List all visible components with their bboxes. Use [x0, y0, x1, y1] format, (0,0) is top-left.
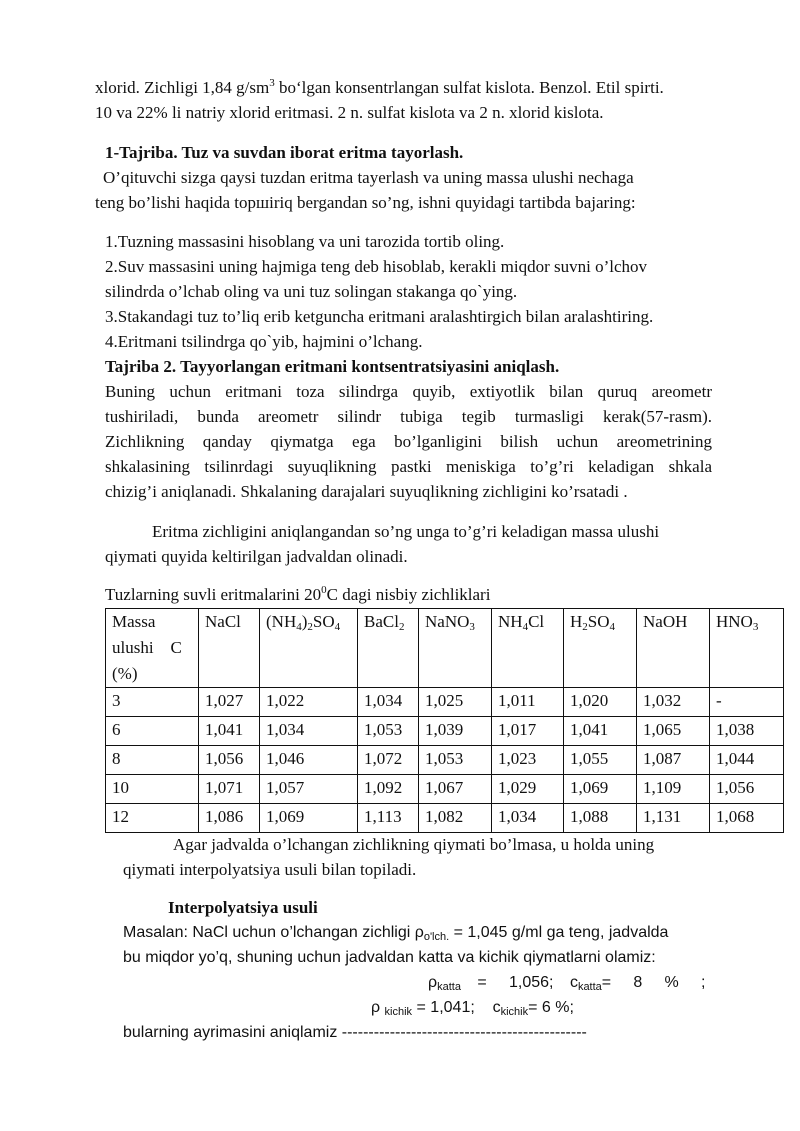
density-table: [105, 608, 784, 833]
table-caption: Tuzlarning suvli eritmalarini $20^0C$ dagi nisbiy zichliklari: [105, 584, 491, 604]
table-cell: -: [710, 688, 784, 717]
table-cell: 12: [106, 804, 199, 833]
table-cell: 1,041: [564, 717, 637, 746]
exp2-para-line-5: chizig’i aniqlanadi. Shkalaning darajalari suyuqlikning zichligini ko’rsatadi .: [105, 482, 628, 501]
exp1-para-line-2: teng bo’lishi haqida topшiriq bergandan so’ng, ishni quyidagi tartibda bajaring:: [95, 193, 636, 212]
header-massa-ulushi: Massa ulushi C (%): [106, 609, 199, 688]
interp-katta: $\rho_{katta}$ = 1,056; $c_{katta}=$ 8 % ;: [428, 974, 706, 993]
table-cell: 1,131: [637, 804, 710, 833]
table-cell: 1,113: [358, 804, 419, 833]
header-bacl2: BaCl$_2$: [358, 609, 419, 688]
table-row: [106, 688, 784, 717]
exp1-step-4: 4.Eritmani tsilindrga qo`yib, hajmini o’lchang.: [105, 332, 423, 351]
table-cell: 1,034: [492, 804, 564, 833]
table-cell: 1,069: [260, 804, 358, 833]
table-cell: 1,034: [260, 717, 358, 746]
table-cell: 1,044: [710, 746, 784, 775]
table-cell: 1,020: [564, 688, 637, 717]
table-row: [106, 717, 784, 746]
exp1-step-3: 3.Stakandagi tuz to’liq erib ketguncha eritmani aralashtirgich bilan aralashtiring.: [105, 307, 654, 326]
exp1-para-line-1: O’qituvchi sizga qaysi tuzdan eritma tayerlash va uning massa ulushi nechaga: [103, 168, 634, 187]
interp-kichik: ρ $_{kichik}$ = 1,041; $c_{kichik}= 6$ %;: [371, 999, 574, 1018]
table-cell: 1,027: [199, 688, 260, 717]
table-cell: 1,011: [492, 688, 564, 717]
after-table-line-2: qiymati interpolyatsiya usuli bilan topiladi.: [123, 860, 417, 879]
table-header-row: [106, 609, 784, 688]
table-cell: 1,056: [199, 746, 260, 775]
table-row: [106, 804, 784, 833]
table-cell: 1,017: [492, 717, 564, 746]
exp2-para-line-4: shkalasining tsilinrdagi suyuqlikning pastki meniskiga to’g’ri keladigan shkala: [105, 457, 712, 476]
table-cell: 1,071: [199, 775, 260, 804]
table-cell: 6: [106, 717, 199, 746]
interp-last-line: bularning ayrimasini aniqlamiz ----------------------------------------------: [123, 1024, 587, 1041]
table-cell: 1,046: [260, 746, 358, 775]
exp1-title: 1-Tajriba. Tuz va suvdan iborat eritma tayorlash.: [105, 143, 464, 162]
exp1-step-2-cont: silindrda o’lchab oling va uni tuz solingan stakanga qo`ying.: [105, 282, 518, 301]
table-cell: 1,082: [419, 804, 492, 833]
exp2-para-line-1: Buning uchun eritmani toza silindrga quyib, extiyotlik bilan quruq areometr: [105, 382, 712, 401]
table-cell: 1,088: [564, 804, 637, 833]
table-cell: 1,055: [564, 746, 637, 775]
exp2-para-line-2: tushiriladi, bunda areometr silindr tubiga tegib turmasligi kerak(57-rasm).: [105, 407, 712, 426]
exp2-para2-line-2: qiymati quyida keltirilgan jadvaldan olinadi.: [105, 547, 408, 566]
exp2-para2-line-1: Eritma zichligini aniqlangandan so’ng unga to’g’ri keladigan massa ulushi: [152, 522, 660, 541]
exp1-step-1: 1.Tuzning massasini hisoblang va uni tarozida tortib oling.: [105, 232, 505, 251]
table-cell: 10: [106, 775, 199, 804]
header-naoh: NaOH: [637, 609, 710, 688]
table-cell: 1,032: [637, 688, 710, 717]
table-cell: 1,053: [358, 717, 419, 746]
exp2-para-line-3: Zichlikning qanday qiymatga ega bo’lganligini bilish uchun areometrining: [105, 432, 712, 451]
after-table-line-1: Agar jadvalda o’lchangan zichlikning qiymati bo’lmasa, u holda uning: [173, 835, 655, 854]
table-cell: 1,069: [564, 775, 637, 804]
table-cell: 1,039: [419, 717, 492, 746]
header-h2so4: $H_2SO_4$: [564, 609, 637, 688]
table-cell: 3: [106, 688, 199, 717]
table-cell: 1,041: [199, 717, 260, 746]
table-cell: 1,068: [710, 804, 784, 833]
intro-line-1: xlorid. Zichligi 1,84 $g/sm^3$ bo‘lgan konsentrlangan sulfat kislota. Benzol. Etil spirti.: [95, 77, 664, 97]
intro-line-2: 10 va 22% li natriy xlorid eritmasi. 2 n. sulfat kislota va 2 n. xlorid kislota.: [95, 103, 604, 122]
table-cell: 1,038: [710, 717, 784, 746]
table-cell: 1,087: [637, 746, 710, 775]
table-cell: 1,022: [260, 688, 358, 717]
header-nh4cl: $NH_4Cl$: [492, 609, 564, 688]
table-cell: 1,034: [358, 688, 419, 717]
table-cell: 1,025: [419, 688, 492, 717]
exp2-title: Tajriba 2. Tayyorlangan eritmani kontsentratsiyasini aniqlash.: [105, 357, 560, 376]
table-cell: 1,109: [637, 775, 710, 804]
table-cell: 1,053: [419, 746, 492, 775]
table-cell: 1,065: [637, 717, 710, 746]
interp-title: Interpolyatsiya usuli: [168, 898, 318, 917]
header-nacl: NaCl: [199, 609, 260, 688]
header-hno3: $HNO_3$: [710, 609, 784, 688]
table-cell: 8: [106, 746, 199, 775]
table-cell: 1,023: [492, 746, 564, 775]
table-row: [106, 775, 784, 804]
table-cell: 1,072: [358, 746, 419, 775]
table-cell: 1,029: [492, 775, 564, 804]
exp1-step-2: 2.Suv massasini uning hajmiga teng deb hisoblab, kerakli miqdor suvni o’lchov: [105, 257, 648, 276]
table-row: [106, 746, 784, 775]
table-cell: 1,057: [260, 775, 358, 804]
header-nh4-2so4: $(NH_4)_2SO_4$: [260, 609, 358, 688]
table-cell: 1,092: [358, 775, 419, 804]
interp-line-1: Masalan: NaCl uchun o’lchangan zichligi $\rho_{o'lch.} = 1,045$ g/ml ga teng, jadvalda: [123, 924, 669, 943]
table-cell: 1,056: [710, 775, 784, 804]
interp-line-2: bu miqdor yo’q, shuning uchun jadvaldan katta va kichik qiymatlarni olamiz:: [123, 949, 656, 966]
table-cell: 1,086: [199, 804, 260, 833]
table-cell: 1,067: [419, 775, 492, 804]
header-nano3: NaNO$_3$: [419, 609, 492, 688]
